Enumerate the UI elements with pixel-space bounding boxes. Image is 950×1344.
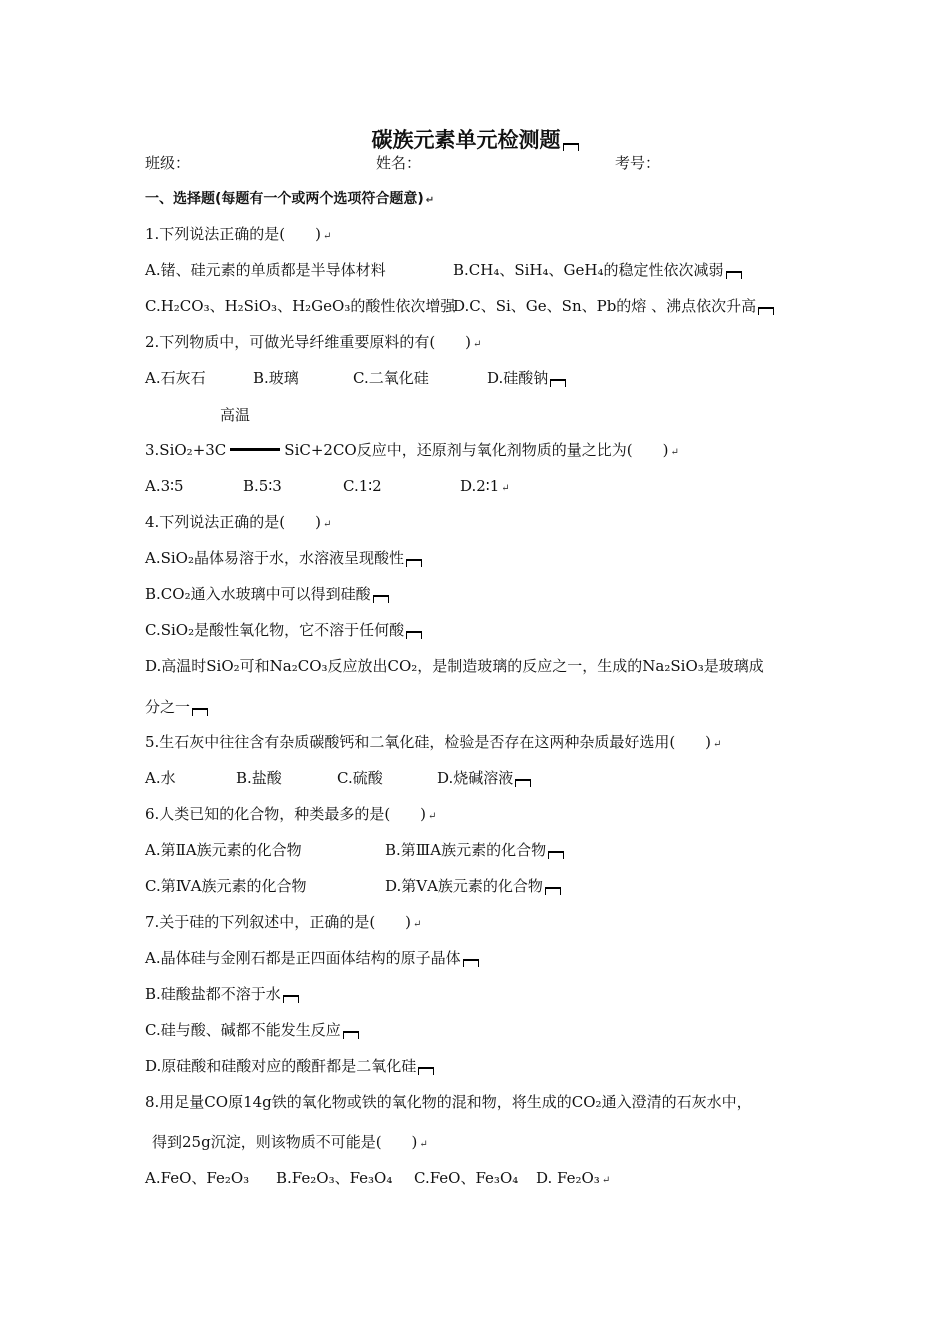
question-8-options: A.FeO、Fe₂O₃ B.Fe₂O₃、Fe₃O₄ C.FeO、Fe₃O₄ D. Fe₂O₃ ↵: [145, 1169, 611, 1187]
option-b: B.玻璃: [253, 369, 299, 387]
option-c: C.第ⅣA族元素的化合物: [145, 877, 307, 895]
option-d: D. Fe₂O₃: [536, 1169, 600, 1187]
question-5-options: [145, 768, 531, 788]
paragraph-mark-icon: [563, 143, 579, 151]
option-d: D.原硅酸和硅酸对应的酸酐都是二氧化硅: [145, 1056, 434, 1076]
question-6-options-cd: [145, 876, 561, 896]
option-a: A.3∶5: [145, 477, 184, 495]
option-a: A.第ⅡA族元素的化合物: [145, 841, 302, 859]
option-c: C.硅与酸、碱都不能发生反应: [145, 1020, 359, 1040]
option-a: A.石灰石: [145, 369, 206, 387]
question-6-options-ab: [145, 840, 564, 860]
option-d: D.高温时SiO₂可和Na₂CO₃反应放出CO₂，是制造玻璃的反应之一，生成的Na₂SiO₃是玻璃成: [145, 657, 764, 675]
option-a: A.SiO₂晶体易溶于水，水溶液呈现酸性: [145, 548, 422, 568]
option-c: C.FeO、Fe₃O₄: [414, 1169, 519, 1187]
option-c: C.SiO₂是酸性氧化物，它不溶于任何酸: [145, 620, 422, 640]
question-1-stem: 1.下列说法正确的是( ) ↵: [145, 225, 332, 243]
question-8-stem: 8.用足量CO原14g铁的氧化物或铁的氧化物的混和物，将生成的CO₂通入澄清的石灰水中，: [145, 1093, 752, 1111]
option-c: C.二氧化硅: [353, 369, 429, 387]
reaction-arrow-icon: [230, 448, 280, 451]
exam-id-label: 考号：: [615, 154, 661, 172]
question-4-stem: 4.下列说法正确的是( ) ↵: [145, 513, 332, 531]
question-2-options: [145, 368, 566, 388]
option-b: B.CO₂通入水玻璃中可以得到硅酸: [145, 584, 389, 604]
option-d: D.硅酸钠: [487, 369, 549, 387]
option-d-continued: 分之一: [145, 697, 208, 717]
option-a: A.水: [145, 769, 176, 787]
page-title: [0, 124, 950, 154]
option-a: A.锗、硅元素的单质都是半导体材料: [145, 261, 386, 279]
option-d: D.第ⅤA族元素的化合物: [385, 877, 543, 895]
option-d: D.2∶1: [460, 477, 500, 495]
option-b: B.Fe₂O₃、Fe₃O₄: [276, 1169, 393, 1187]
reaction-condition: 高温: [220, 406, 251, 424]
question-3-options: A.3∶5 B.5∶3 C.1∶2 D.2∶1 ↵: [145, 477, 510, 495]
option-b: B.5∶3: [243, 477, 282, 495]
option-b: B.CH₄、SiH₄、GeH₄的稳定性依次减弱: [453, 261, 724, 279]
question-2-stem: 2.下列物质中，可做光导纤维重要原料的有( ) ↵: [145, 333, 482, 351]
title-text: 碳族元素单元检测题: [371, 128, 561, 152]
question-7-stem: 7.关于硅的下列叙述中，正确的是( ) ↵: [145, 913, 422, 931]
section-heading: 一、选择题(每题有一个或两个选项符合题意) ↵: [145, 189, 434, 211]
class-label: 班级：: [145, 154, 191, 172]
question-1-options-ab: [145, 260, 742, 280]
name-label: 姓名：: [376, 154, 422, 172]
paragraph-mark-icon: ↵: [425, 195, 435, 206]
option-c: C.硫酸: [337, 769, 383, 787]
option-d: D.烧碱溶液: [437, 769, 514, 787]
option-d: D.C、Si、Ge、Sn、Pb的熔 、沸点依次升高: [453, 297, 757, 315]
option-c: C.1∶2: [343, 477, 382, 495]
question-8-stem-continued: 得到25g沉淀，则该物质不可能是( ) ↵: [152, 1133, 428, 1151]
option-a: A.晶体硅与金刚石都是正四面体结构的原子晶体: [145, 948, 479, 968]
option-c: C.H₂CO₃、H₂SiO₃、H₂GeO₃的酸性依次增强: [145, 297, 456, 315]
option-b: B.硅酸盐都不溶于水: [145, 984, 299, 1004]
option-b: B.第ⅢA族元素的化合物: [385, 841, 547, 859]
option-b: B.盐酸: [236, 769, 282, 787]
question-6-stem: 6.人类已知的化合物，种类最多的是( ) ↵: [145, 805, 437, 823]
question-3-stem: 3.SiO₂+3C SiC+2CO反应中，还原剂与氧化剂物质的量之比为( ) ↵: [145, 441, 679, 459]
option-a: A.FeO、Fe₂O₃: [145, 1169, 250, 1187]
question-5-stem: 5.生石灰中往往含有杂质碳酸钙和二氧化硅，检验是否存在这两种杂质最好选用( ) ↵: [145, 733, 722, 751]
question-1-options-cd: [145, 296, 774, 316]
